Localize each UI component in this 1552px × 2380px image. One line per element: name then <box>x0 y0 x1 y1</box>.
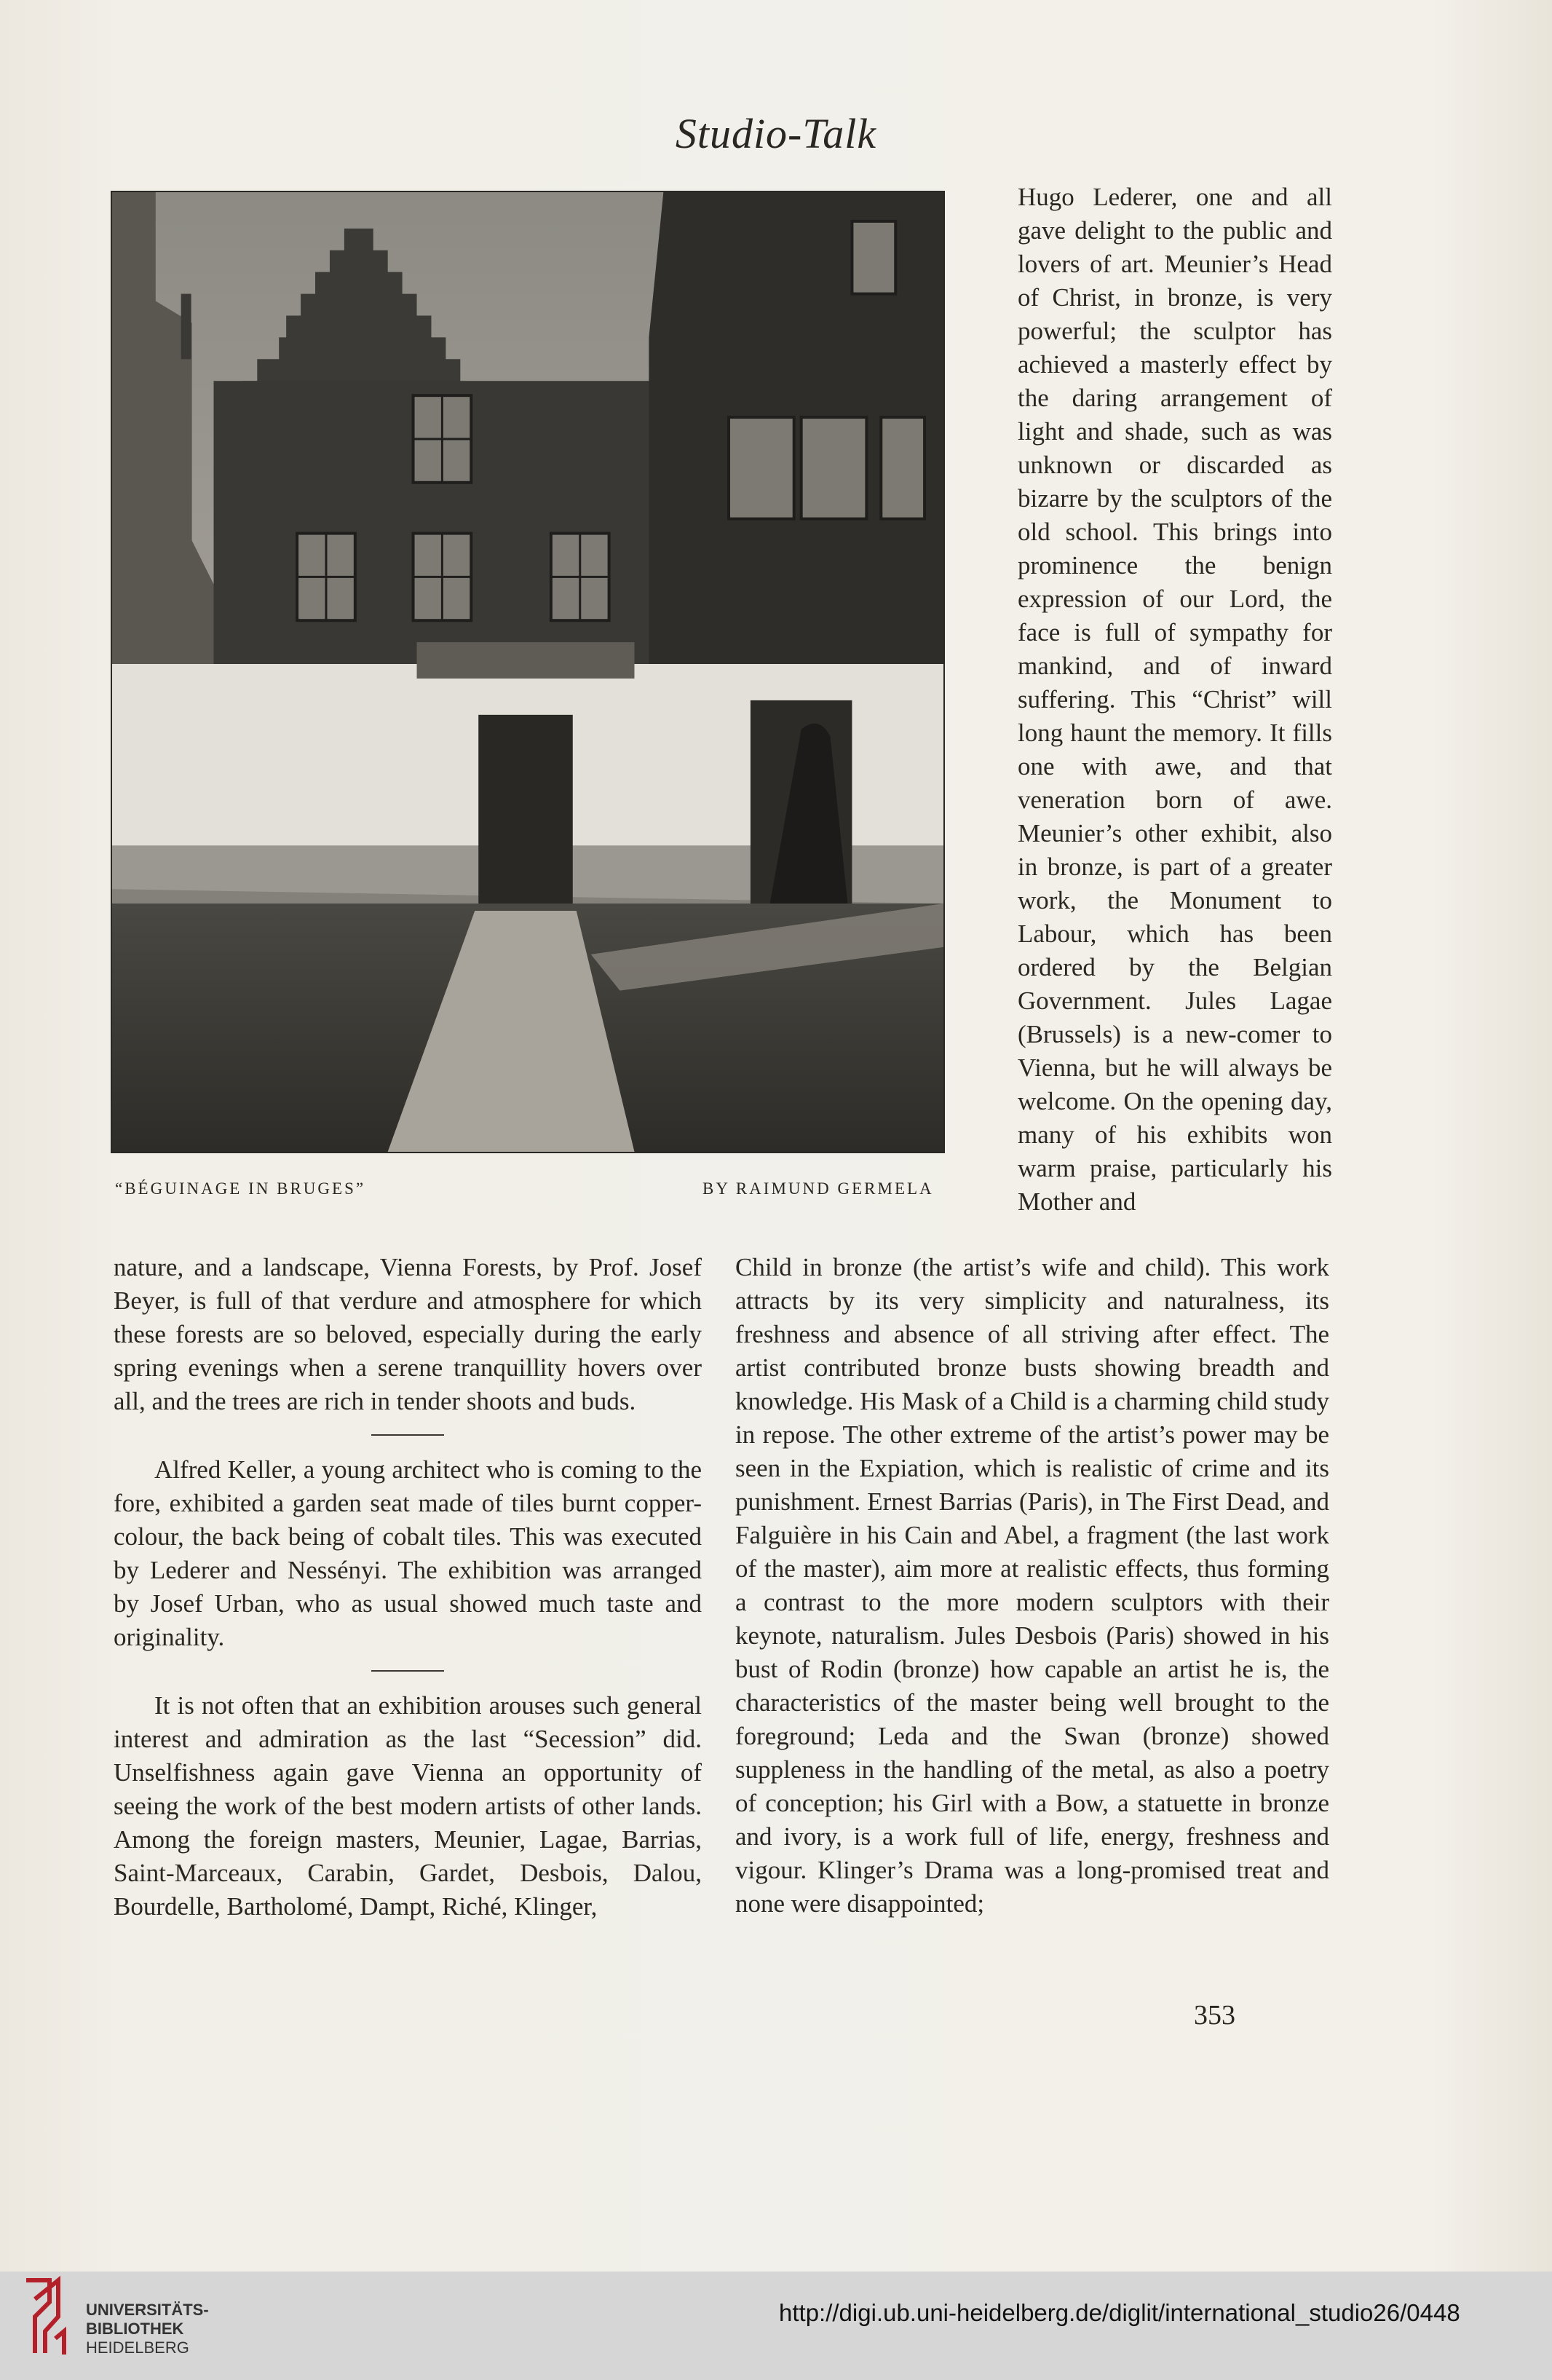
plate-caption-title: “BÉGUINAGE IN BRUGES” <box>115 1179 366 1198</box>
section-divider <box>371 1434 444 1436</box>
source-url-link[interactable]: http://digi.ub.uni-heidelberg.de/diglit/international_studio26/0448 <box>779 2299 1460 2326</box>
paragraph: It is not often that an exhibition arouses such general interest and admiration as the last “Secession” did. Unselfishness again gave Vienna an opportunity of seeing the work of the best modern artists of other lands. Among the foreign masters, Meunier, Lagae, Barrias, Saint-Marceaux, Carabin, Gardet, Desbois, Dalou, Bourdelle, Bartholomé, Dampt, Riché, Klinger, <box>114 1691 702 1921</box>
running-head: Studio-Talk <box>675 110 877 157</box>
section-divider <box>371 1670 444 1672</box>
library-name-line: UNIVERSITÄTS- <box>86 2301 209 2319</box>
illustration-plate <box>111 191 945 1153</box>
paragraph: Alfred Keller, a young architect who is coming to the fore, exhibited a garden seat made of tiles burnt copper-colour, the back being of cobalt tiles. This was executed by Lederer and Nessényi. The exhibition was arranged by Josef Urban, who as usual showed much taste and originality. <box>114 1455 702 1651</box>
paragraph: Hugo Lederer, one and all gave delight to the public and lovers of art. Meunier’s Head of Christ, in bronze, is very powerful; the sculptor has achieved a masterly effect by the daring arrangement of light and shade, such as was unknown or discarded as bizarre by the sculptors of the old school. This brings into prominence the benign expression of our Lord, the face is full of sympathy for mankind, and of inward suffering. This “Christ” will long haunt the memory. It fills one with awe, and that veneration born of awe. Meunier’s other exhibit, also in bronze, is part of a greater work, the Monument to Labour, which has been ordered by the Belgian Government. Jules Lagae (Brussels) is a new-comer to Vienna, but he will always be welcome. On the opening day, many of his exhibits won warm praise, particularly his Mother and <box>1018 183 1332 1216</box>
left-column <box>114 1251 702 1924</box>
library-name-line: BIBLIOTHEK <box>86 2320 184 2338</box>
right-column <box>735 1251 1329 1921</box>
library-logo-icon <box>20 2273 71 2362</box>
library-name <box>86 2301 209 2357</box>
paragraph: Child in bronze (the artist’s wife and child). This work attracts by its very simplicity and naturalness, its freshness and absence of all striving after effect. The artist contributed bronze busts showing breadth and knowledge. His Mask of a Child is a charming child study in repose. The other extreme of the artist’s power may be seen in the Expiation, which is realistic of crime and its punishment. Ernest Barrias (Paris), in The First Dead, and Falguière in his Cain and Abel, a fragment (the last work of the master), aim more at realistic effects, thus forming a contrast to the more modern sculptors with their keynote, naturalism. Jules Desbois (Paris) showed in his bust of Rodin (bronze) how capable an artist he is, the characteristics of the master being well brought to the foreground; Leda and the Swan (bronze) showed suppleness in the handling of the metal, as also a poetry of conception; his Girl with a Bow, a statuette in bronze and ivory, is a work full of life, energy, freshness and vigour. Klinger’s Drama was a long-promised treat and none were disappointed; <box>735 1253 1329 1918</box>
plate-caption-artist: BY RAIMUND GERMELA <box>702 1179 934 1198</box>
library-name-line: HEIDELBERG <box>86 2339 189 2357</box>
page-number: 353 <box>1194 2000 1235 2031</box>
paragraph: nature, and a landscape, Vienna Forests, by Prof. Josef Beyer, is full of that verdure and atmosphere for which these forests are so beloved, especially during the early spring evenings when a serene tranquillity hovers over all, and the trees are rich in tender shoots and buds. <box>114 1253 702 1415</box>
right-top-column <box>1018 181 1332 1219</box>
beguinage-illustration <box>112 192 943 1152</box>
